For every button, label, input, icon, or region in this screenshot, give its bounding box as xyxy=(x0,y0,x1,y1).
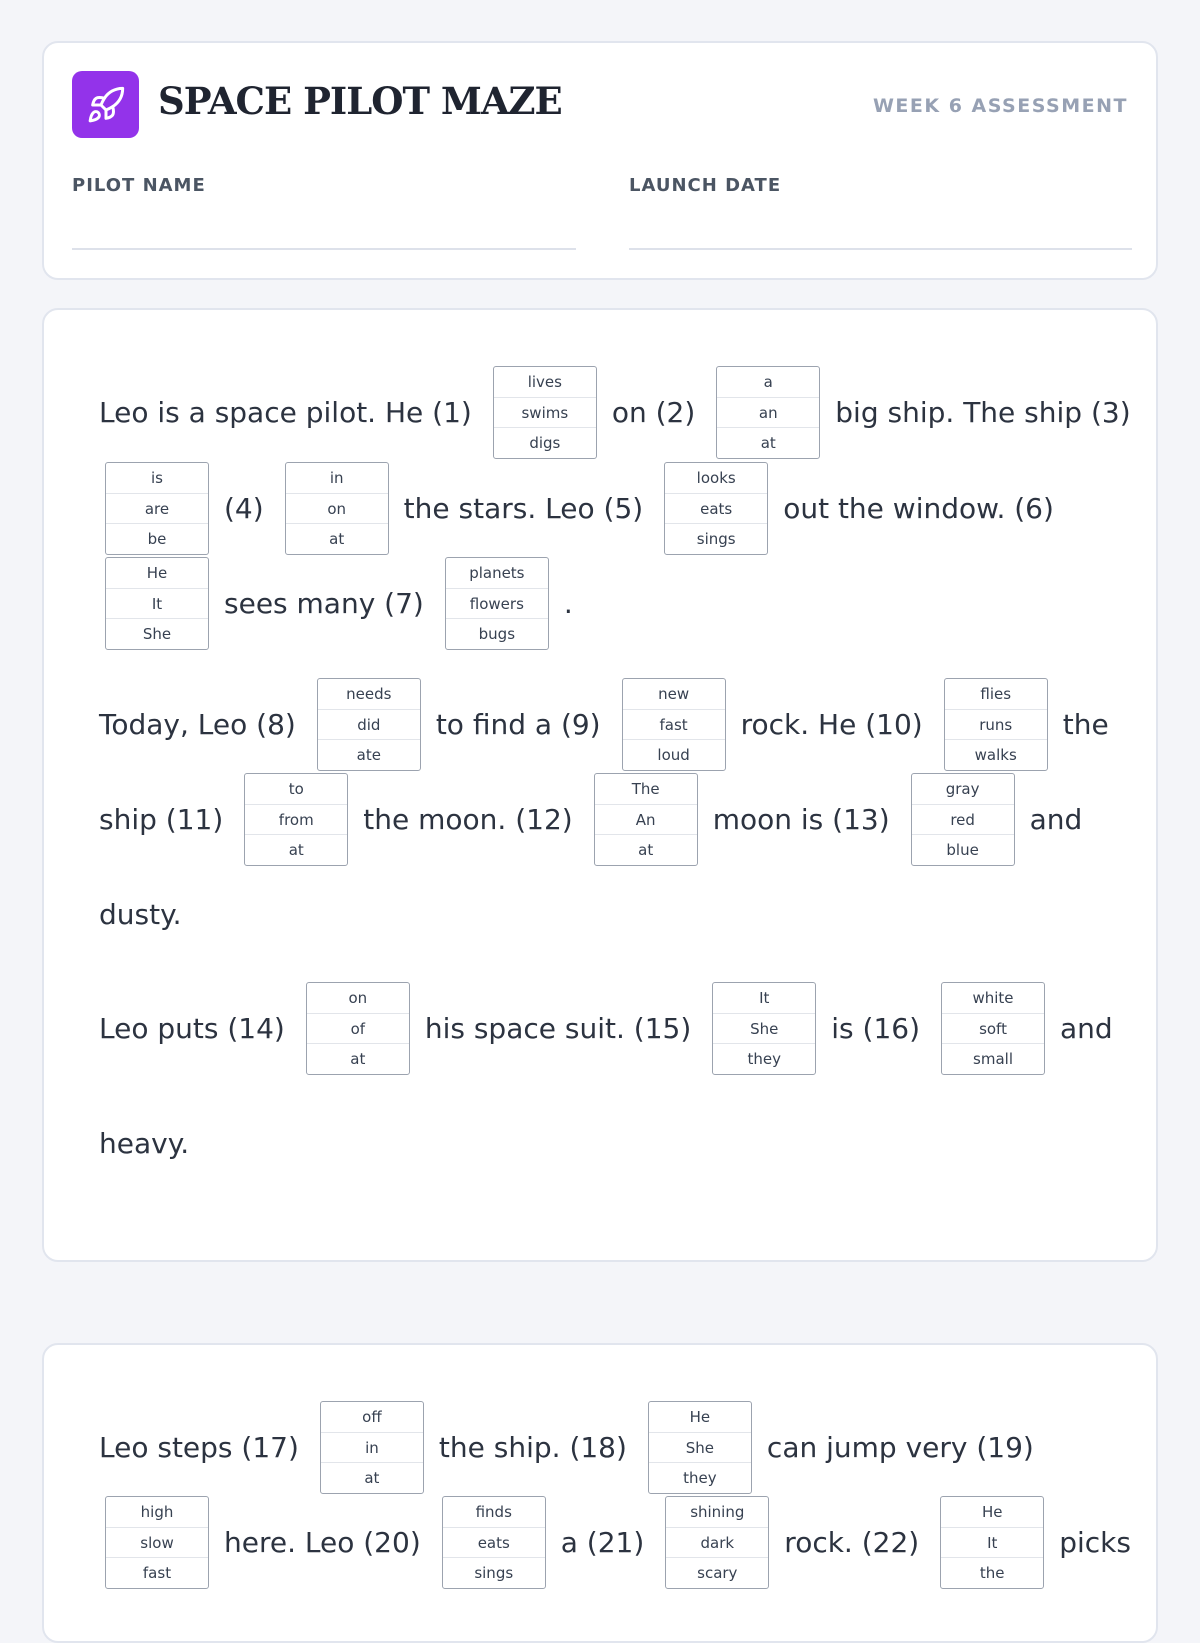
passage-text: dusty. xyxy=(99,897,182,931)
choice-box-6 xyxy=(105,557,209,650)
choice-box-16 xyxy=(941,982,1045,1075)
choice-option[interactable]: to xyxy=(288,779,304,798)
choice-option[interactable]: flies xyxy=(980,684,1012,703)
passage-card-2 xyxy=(42,1343,1158,1643)
passage-text: . xyxy=(563,586,573,620)
choice-option[interactable]: small xyxy=(942,1043,1044,1074)
choice-option[interactable]: She xyxy=(649,1432,751,1463)
choice-box-8 xyxy=(317,678,421,771)
choice-option[interactable]: walks xyxy=(945,739,1047,770)
choice-option[interactable]: blue xyxy=(912,834,1014,865)
choice-option[interactable]: bugs xyxy=(446,618,548,649)
choice-option[interactable]: shining xyxy=(690,1502,745,1521)
choice-option[interactable]: high xyxy=(140,1502,174,1521)
passage-text: and xyxy=(1060,1011,1113,1045)
choice-option[interactable]: are xyxy=(106,493,208,524)
choice-box-2 xyxy=(716,366,820,459)
passage-text: the ship. (18) xyxy=(438,1430,627,1464)
passage-text: Leo puts (14) xyxy=(99,1011,285,1045)
passage-text: Leo steps (17) xyxy=(99,1430,299,1464)
passage-text: his space suit. (15) xyxy=(424,1011,692,1045)
choice-box-17 xyxy=(320,1401,424,1494)
choice-box-12 xyxy=(594,773,698,866)
passage-text: and xyxy=(1029,802,1083,836)
choice-box-15 xyxy=(712,982,816,1075)
choice-box-20 xyxy=(442,1496,546,1589)
passage-text: the xyxy=(1062,707,1109,741)
choice-box-5 xyxy=(664,462,768,555)
choice-option[interactable]: fast xyxy=(623,709,725,740)
passage-card-1 xyxy=(42,308,1158,1262)
passage-text: rock. He (10) xyxy=(740,707,923,741)
choice-option[interactable]: at xyxy=(307,1043,409,1074)
choice-option[interactable]: from xyxy=(245,804,347,835)
page-title: SPACE PILOT MAZE xyxy=(158,79,562,123)
choice-option[interactable]: fast xyxy=(106,1557,208,1588)
choice-option[interactable]: eats xyxy=(665,493,767,524)
choice-box-3 xyxy=(105,462,209,555)
choice-option[interactable]: ate xyxy=(318,739,420,770)
passage-text: moon is (13) xyxy=(712,802,890,836)
choice-option[interactable]: red xyxy=(912,804,1014,835)
passage-text: here. Leo (20) xyxy=(224,1525,421,1559)
choice-option[interactable]: on xyxy=(286,493,388,524)
launch-date-field[interactable] xyxy=(629,248,1132,250)
passage-text: rock. (22) xyxy=(784,1525,920,1559)
choice-option[interactable]: off xyxy=(362,1407,382,1426)
choice-option[interactable]: slow xyxy=(106,1527,208,1558)
choice-option[interactable]: lives xyxy=(527,372,562,391)
choice-option[interactable]: swims xyxy=(494,397,596,428)
choice-box-21 xyxy=(665,1496,769,1589)
choice-option[interactable]: loud xyxy=(623,739,725,770)
passage-text: picks xyxy=(1059,1525,1131,1559)
passage-text: big ship. The ship (3) xyxy=(835,395,1131,429)
choice-option[interactable]: at xyxy=(595,834,697,865)
choice-option[interactable]: did xyxy=(318,709,420,740)
choice-option[interactable]: of xyxy=(307,1013,409,1044)
choice-option[interactable]: the xyxy=(941,1557,1043,1588)
choice-option[interactable]: gray xyxy=(945,779,980,798)
choice-option[interactable]: an xyxy=(717,397,819,428)
choice-option[interactable]: be xyxy=(106,523,208,554)
choice-option[interactable]: at xyxy=(321,1462,423,1493)
passage-text: the stars. Leo (5) xyxy=(403,491,644,525)
choice-option[interactable]: they xyxy=(649,1462,751,1493)
choice-option[interactable]: in xyxy=(329,468,344,487)
choice-option[interactable]: eats xyxy=(443,1527,545,1558)
choice-option[interactable]: runs xyxy=(945,709,1047,740)
launch-date-label: LAUNCH DATE xyxy=(629,175,782,196)
choice-option[interactable]: He xyxy=(689,1407,711,1426)
passage-text: a (21) xyxy=(560,1525,645,1559)
choice-option[interactable]: It xyxy=(941,1527,1043,1558)
choice-option[interactable]: white xyxy=(972,988,1014,1007)
choice-option[interactable]: She xyxy=(106,618,208,649)
rocket-icon xyxy=(72,71,139,138)
passage-text: on (2) xyxy=(611,395,696,429)
choice-box-13 xyxy=(911,773,1015,866)
passage-text: to find a (9) xyxy=(435,707,601,741)
choice-option[interactable]: sings xyxy=(665,523,767,554)
choice-option[interactable]: needs xyxy=(346,684,392,703)
choice-option[interactable]: at xyxy=(286,523,388,554)
passage-text: Today, Leo (8) xyxy=(99,707,296,741)
passage-text: the moon. (12) xyxy=(363,802,573,836)
choice-box-18 xyxy=(648,1401,752,1494)
choice-option[interactable]: soft xyxy=(942,1013,1044,1044)
choice-option[interactable]: on xyxy=(348,988,368,1007)
passage-text: ship (11) xyxy=(99,802,224,836)
choice-option[interactable]: He xyxy=(146,563,168,582)
choice-option[interactable]: The xyxy=(631,779,660,798)
choice-option[interactable]: sings xyxy=(443,1557,545,1588)
choice-option[interactable]: is xyxy=(151,468,163,487)
choice-box-14 xyxy=(306,982,410,1075)
choice-box-10 xyxy=(944,678,1048,771)
choice-box-11 xyxy=(244,773,348,866)
choice-box-7 xyxy=(445,557,549,650)
passage-text: can jump very (19) xyxy=(766,1430,1034,1464)
choice-option[interactable]: they xyxy=(713,1043,815,1074)
choice-box-9 xyxy=(622,678,726,771)
choice-option[interactable]: at xyxy=(245,834,347,865)
choice-option[interactable]: dark xyxy=(666,1527,768,1558)
passage-text: heavy. xyxy=(99,1126,190,1160)
pilot-name-field[interactable] xyxy=(72,248,576,250)
passage-text: Leo is a space pilot. He (1) xyxy=(99,395,472,429)
choice-option[interactable]: She xyxy=(713,1013,815,1044)
choice-option[interactable]: scary xyxy=(666,1557,768,1588)
choice-box-1 xyxy=(493,366,597,459)
choice-option[interactable]: flowers xyxy=(446,588,548,619)
choice-option[interactable]: An xyxy=(595,804,697,835)
pilot-name-label: PILOT NAME xyxy=(72,175,206,196)
choice-option[interactable]: planets xyxy=(469,563,525,582)
choice-box-19 xyxy=(105,1496,209,1589)
choice-option[interactable]: digs xyxy=(494,427,596,458)
passage-text: sees many (7) xyxy=(224,586,424,620)
passage-text: (4) xyxy=(224,491,264,525)
passage-text: is (16) xyxy=(831,1011,921,1045)
passage-text: out the window. (6) xyxy=(783,491,1054,525)
choice-option[interactable]: in xyxy=(321,1432,423,1463)
choice-option[interactable]: It xyxy=(759,988,770,1007)
choice-option[interactable]: It xyxy=(106,588,208,619)
choice-box-22 xyxy=(940,1496,1044,1589)
assessment-label: WEEK 6 ASSESSMENT xyxy=(872,95,1128,117)
choice-option[interactable]: new xyxy=(658,684,690,703)
choice-option[interactable]: finds xyxy=(475,1502,512,1521)
choice-option[interactable]: looks xyxy=(696,468,736,487)
choice-option[interactable]: He xyxy=(981,1502,1003,1521)
choice-box-4 xyxy=(285,462,389,555)
choice-option[interactable]: a xyxy=(763,372,773,391)
choice-option[interactable]: at xyxy=(717,427,819,458)
header-card xyxy=(42,41,1158,280)
